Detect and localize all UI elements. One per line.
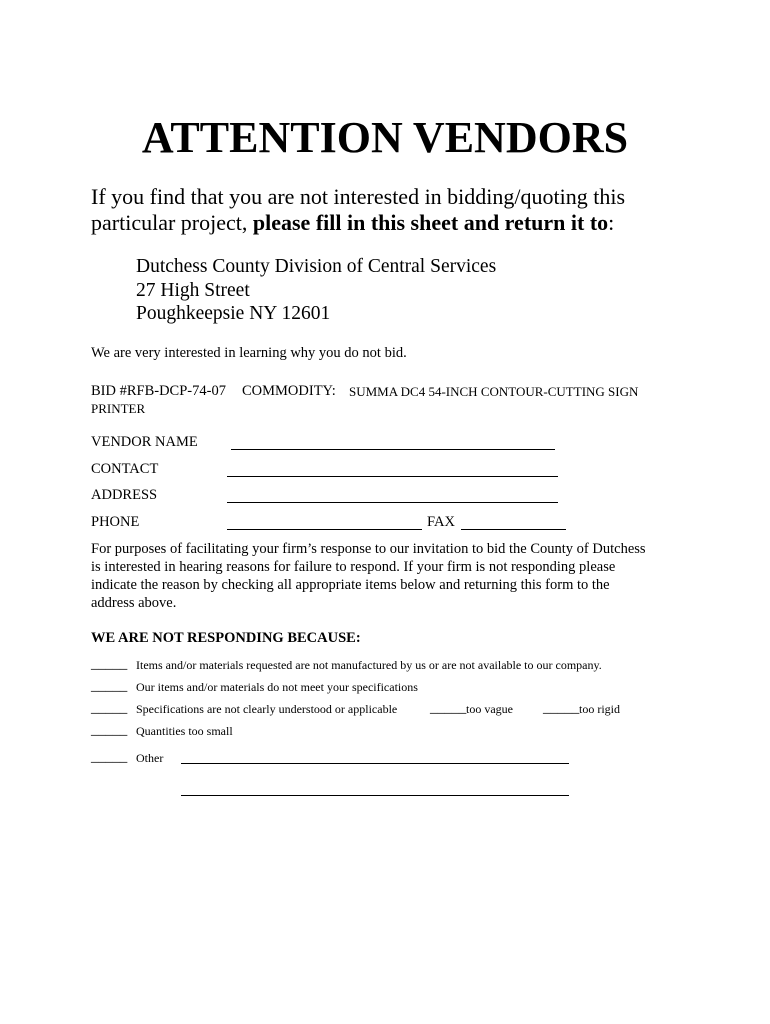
reason-5-checkbox[interactable]: _____ bbox=[91, 749, 128, 765]
purpose-line-1: For purposes of facilitating your firm’s response to our invitation to bid the County of Dutchess bbox=[91, 541, 646, 557]
reason-3-rigid-checkbox[interactable]: _____ bbox=[543, 700, 580, 716]
reason-3-vague-text: too vague bbox=[466, 702, 513, 716]
page-title: ATTENTION VENDORS bbox=[141, 113, 629, 162]
reason-3-rigid-text: too rigid bbox=[579, 702, 620, 716]
address-label: ADDRESS bbox=[91, 487, 158, 503]
bid-number: BID #RFB-DCP-74-07 bbox=[91, 383, 226, 399]
reasons-heading: WE ARE NOT RESPONDING BECAUSE: bbox=[91, 630, 361, 646]
intro-line-2 bbox=[91, 210, 614, 236]
address-line-1: Dutchess County Division of Central Services bbox=[136, 256, 497, 277]
interest-text: We are very interested in learning why you do not bid. bbox=[91, 345, 407, 361]
reason-1-text: Items and/or materials requested are not manufactured by us or are not available to our company. bbox=[136, 658, 602, 672]
commodity-label: COMMODITY: bbox=[242, 383, 336, 399]
contact-label: CONTACT bbox=[91, 461, 159, 477]
reason-1-checkbox[interactable]: _____ bbox=[91, 656, 128, 672]
phone-field[interactable] bbox=[227, 529, 422, 530]
reason-5-text: Other bbox=[136, 751, 164, 765]
purpose-line-2: is interested in hearing reasons for failure to respond. If your firm is not responding please bbox=[91, 559, 616, 575]
fax-field[interactable] bbox=[461, 529, 566, 530]
reason-2-checkbox[interactable]: _____ bbox=[91, 678, 128, 694]
purpose-line-3: indicate the reason by checking all appropriate items below and returning this form to the bbox=[91, 577, 610, 593]
purpose-line-4: address above. bbox=[91, 595, 177, 611]
other-reason-field-2[interactable] bbox=[181, 795, 569, 796]
intro-line-2-bold: please fill in this sheet and return it to bbox=[252, 210, 609, 235]
reason-3-checkbox[interactable]: _____ bbox=[91, 700, 128, 716]
address-field[interactable] bbox=[227, 502, 558, 503]
fax-label: FAX bbox=[427, 514, 455, 530]
contact-field[interactable] bbox=[227, 476, 558, 477]
vendor-name-field[interactable] bbox=[231, 449, 555, 450]
commodity-line-2: PRINTER bbox=[91, 401, 146, 416]
reason-3-vague-checkbox[interactable]: _____ bbox=[430, 700, 467, 716]
vendor-name-label: VENDOR NAME bbox=[91, 434, 198, 450]
reason-2-text: Our items and/or materials do not meet your specifications bbox=[136, 680, 418, 694]
intro-line-2-plain: particular project, bbox=[91, 210, 253, 235]
reason-4-checkbox[interactable]: _____ bbox=[91, 722, 128, 738]
phone-label: PHONE bbox=[91, 514, 140, 530]
commodity-line-1: SUMMA DC4 54-INCH CONTOUR-CUTTING SIGN bbox=[349, 384, 639, 399]
other-reason-field-1[interactable] bbox=[181, 763, 569, 764]
address-line-3: Poughkeepsie NY 12601 bbox=[136, 303, 331, 324]
reason-4-text: Quantities too small bbox=[136, 724, 233, 738]
address-line-2: 27 High Street bbox=[136, 280, 250, 301]
reason-3-text: Specifications are not clearly understood or applicable bbox=[136, 702, 398, 716]
intro-line-2-end: : bbox=[608, 210, 615, 235]
intro-line-1: If you find that you are not interested in bidding/quoting this bbox=[91, 184, 626, 209]
